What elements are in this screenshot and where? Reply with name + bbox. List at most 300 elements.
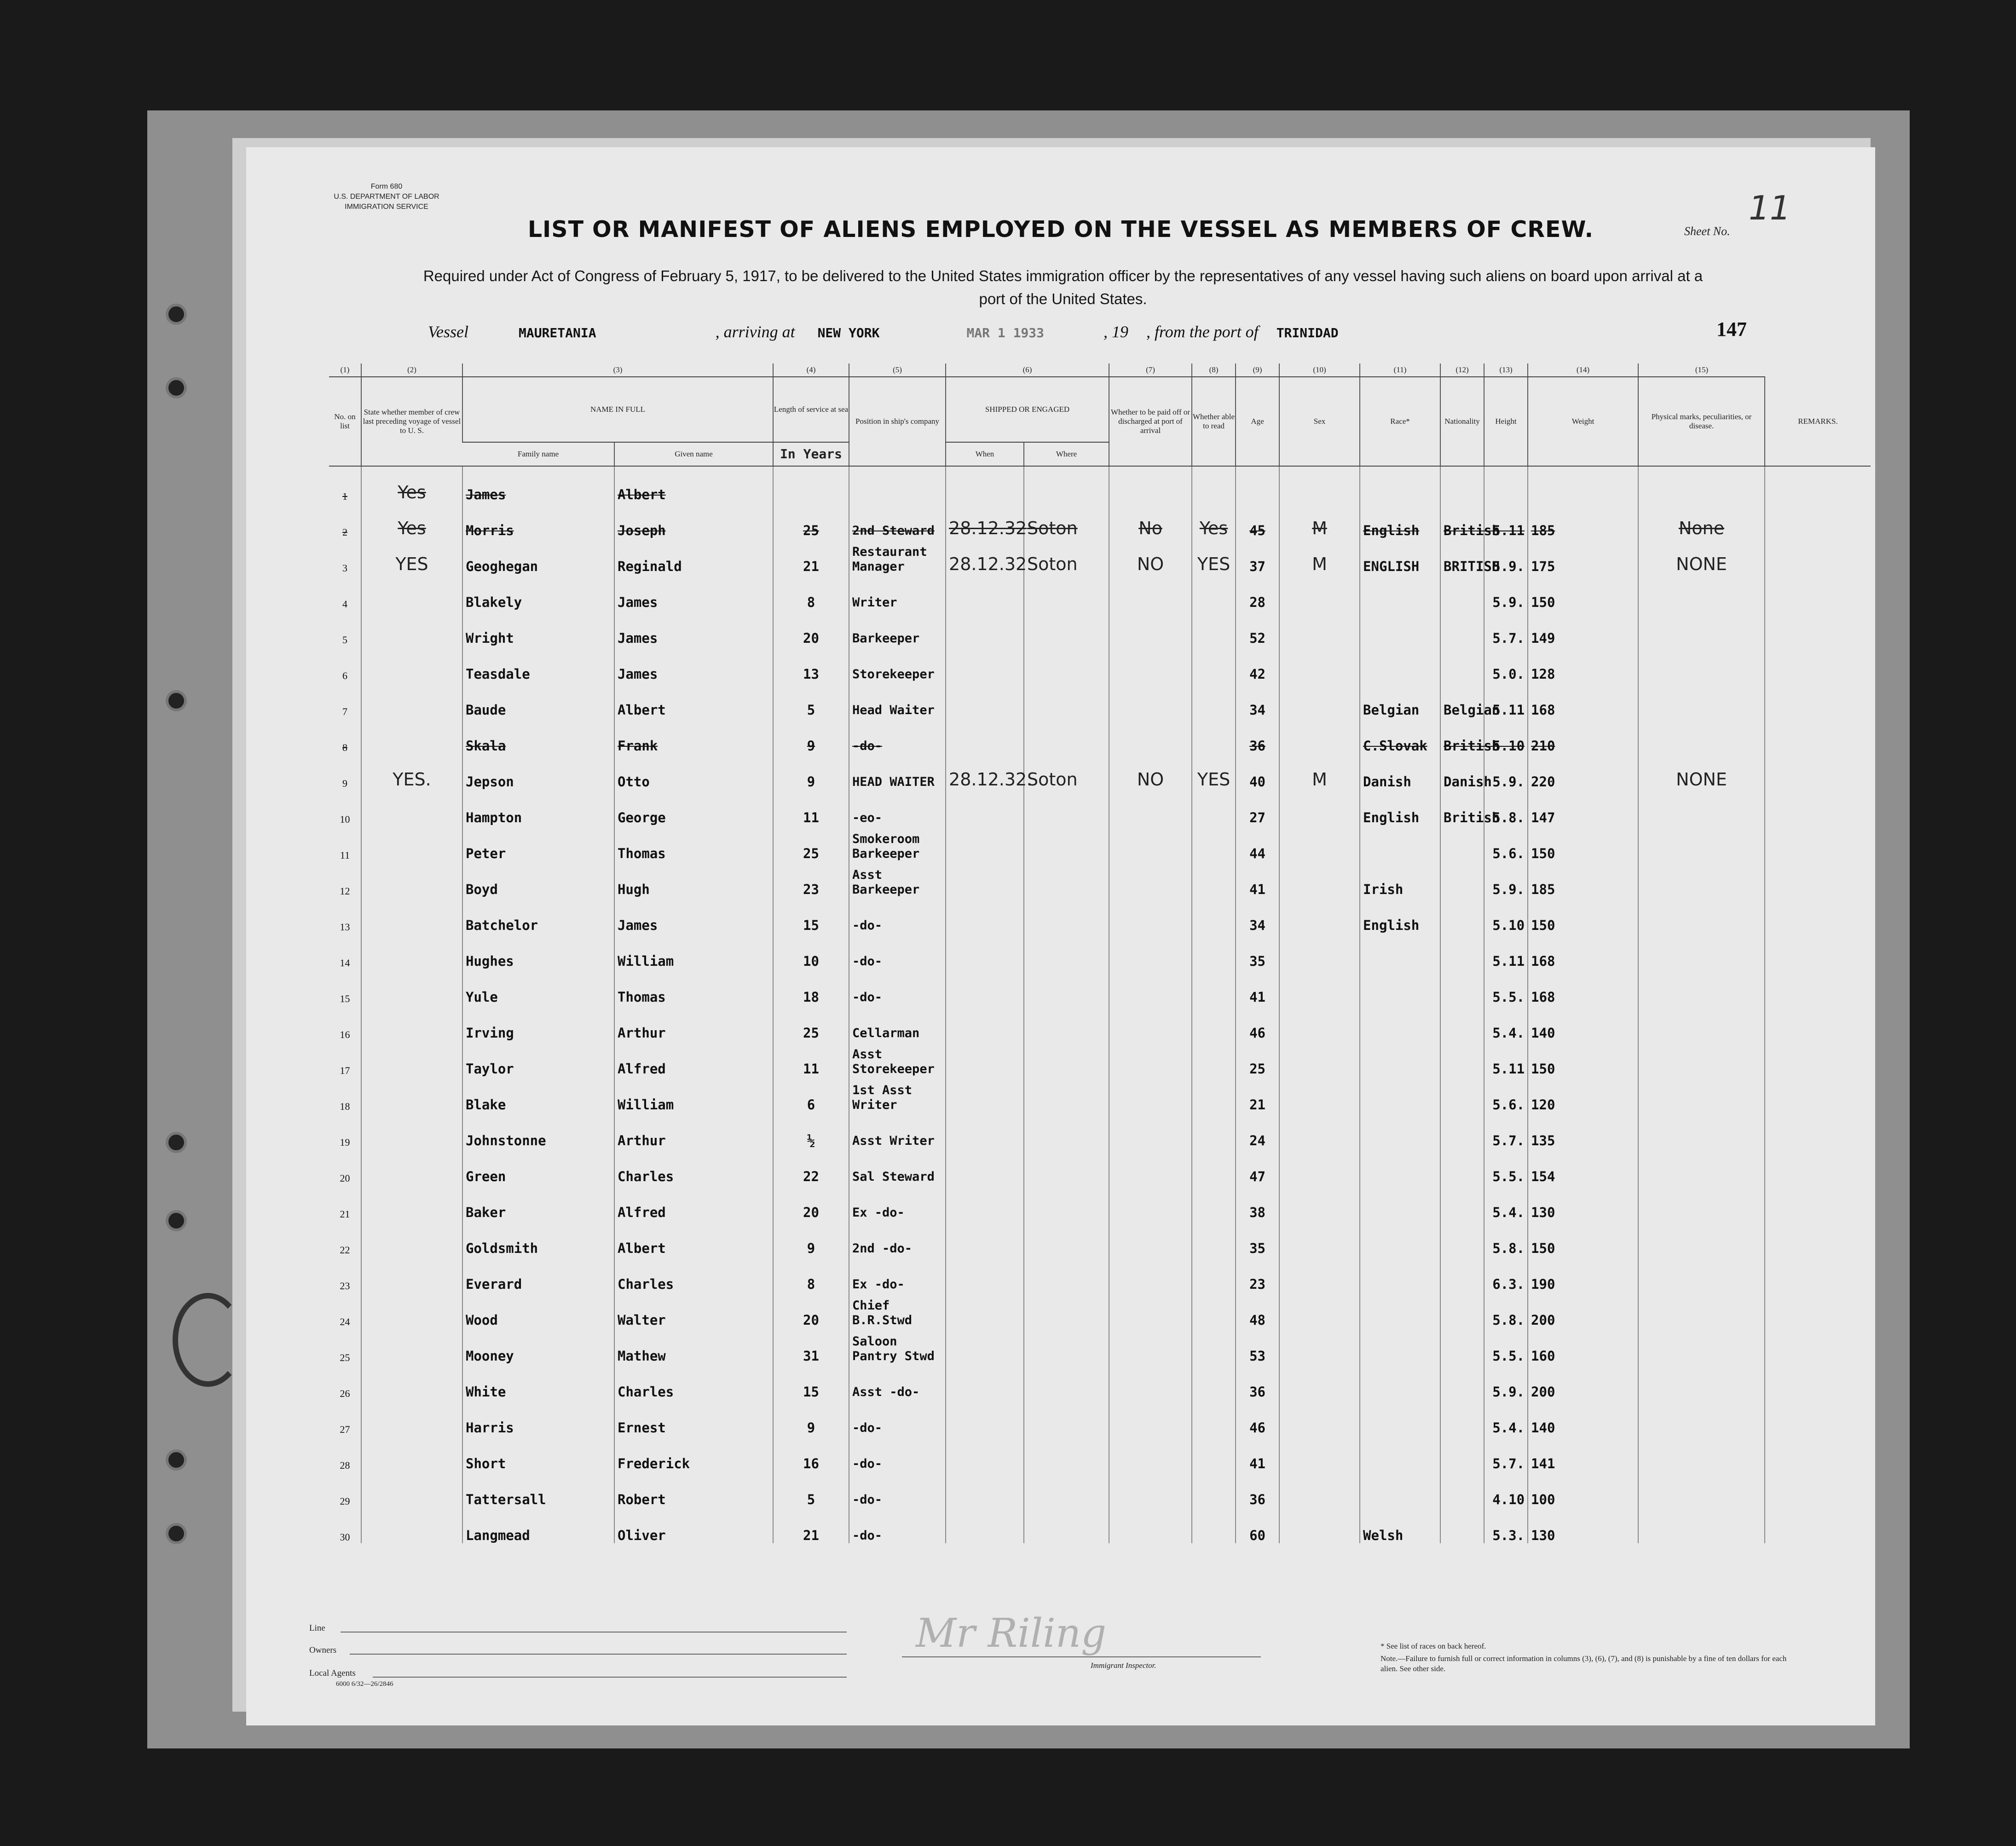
cell-height: 5.6. xyxy=(1484,825,1528,861)
table-row xyxy=(329,861,1871,897)
cell-years-of-service: 9 xyxy=(773,754,849,790)
cell-shipped-when xyxy=(946,1328,1024,1364)
cell-race xyxy=(1360,646,1440,682)
cell-given-name: Albert xyxy=(614,466,773,502)
cell-age: 23 xyxy=(1236,1256,1279,1292)
cell-row-number: 1 xyxy=(342,490,347,502)
cell-given-name: Otto xyxy=(614,754,773,790)
cell-position: Ex -do- xyxy=(849,1184,946,1220)
cell-able-to-read xyxy=(1192,1184,1236,1220)
cell-age: 46 xyxy=(1236,1400,1279,1436)
cell-sex xyxy=(1279,1292,1360,1328)
cell-shipped-where xyxy=(1024,1256,1109,1292)
cell-race xyxy=(1360,1471,1440,1507)
cell-shipped-when xyxy=(946,1041,1024,1077)
table-row xyxy=(329,502,1871,538)
cell-height: 5.9. xyxy=(1484,754,1528,790)
cell-height: 5.6. xyxy=(1484,1077,1528,1113)
cell-shipped-when xyxy=(946,790,1024,825)
cell-nationality xyxy=(1440,466,1484,502)
cell-previous-voyage: Yes xyxy=(361,466,462,502)
cell-shipped-when: 28.12.32. xyxy=(946,754,1024,790)
cell-paid-off xyxy=(1109,646,1192,682)
cell-height: 5.4. xyxy=(1484,1184,1528,1220)
cell-years-of-service: 15 xyxy=(773,1364,849,1400)
cell-weight: 128 xyxy=(1528,646,1638,682)
cell-family-name: Blake xyxy=(462,1077,614,1113)
table-row xyxy=(329,718,1871,754)
cell-previous-voyage xyxy=(361,790,462,825)
cell-physical-marks xyxy=(1638,1041,1765,1077)
cell-position: Restaurant Manager xyxy=(849,538,946,574)
cell-row-number: 26 xyxy=(340,1388,350,1399)
cell-family-name: Peter xyxy=(462,825,614,861)
cell-paid-off xyxy=(1109,825,1192,861)
cell-given-name: Thomas xyxy=(614,969,773,1005)
cell-position: -eo- xyxy=(849,790,946,825)
cell-position: Head Waiter xyxy=(849,682,946,718)
cell-given-name: George xyxy=(614,790,773,825)
col-num: (9) xyxy=(1236,363,1279,377)
cell-remarks xyxy=(1765,1005,1871,1041)
cell-family-name: Goldsmith xyxy=(462,1220,614,1256)
form-line: Form 680 xyxy=(370,183,403,190)
cell-years-of-service: 20 xyxy=(773,1292,849,1328)
col-num: (10) xyxy=(1279,363,1360,377)
cell-family-name: Tattersall xyxy=(462,1471,614,1507)
cell-row-number: 13 xyxy=(340,921,350,933)
cell-paid-off xyxy=(1109,1148,1192,1184)
cell-previous-voyage xyxy=(361,646,462,682)
cell-age: 37 xyxy=(1236,538,1279,574)
cell-height: 5.11 xyxy=(1484,502,1528,538)
cell-nationality xyxy=(1440,897,1484,933)
table-row xyxy=(329,1220,1871,1256)
cell-family-name: Morris xyxy=(462,502,614,538)
cell-previous-voyage xyxy=(361,1256,462,1292)
cell-race xyxy=(1360,1364,1440,1400)
cell-age: 52 xyxy=(1236,610,1279,646)
cell-race: ENGLISH xyxy=(1360,538,1440,574)
cell-race xyxy=(1360,1041,1440,1077)
cell-position: -do- xyxy=(849,718,946,754)
cell-shipped-when xyxy=(946,1400,1024,1436)
cell-paid-off xyxy=(1109,1113,1192,1148)
cell-sex xyxy=(1279,933,1360,969)
cell-given-name: Frederick xyxy=(614,1436,773,1471)
cell-years-of-service: 11 xyxy=(773,790,849,825)
table-row xyxy=(329,1005,1871,1041)
cell-previous-voyage xyxy=(361,969,462,1005)
sheet-number-label: Sheet No. xyxy=(1684,225,1730,238)
cell-shipped-where xyxy=(1024,1471,1109,1507)
cell-nationality: British xyxy=(1440,718,1484,754)
cell-shipped-when xyxy=(946,1077,1024,1113)
cell-shipped-where xyxy=(1024,610,1109,646)
cell-race xyxy=(1360,1256,1440,1292)
cell-shipped-when: 28.12.32 xyxy=(946,502,1024,538)
cell-position: Asst Storekeeper xyxy=(849,1041,946,1077)
cell-years-of-service: 8 xyxy=(773,1256,849,1292)
header-family-name: Family name xyxy=(462,442,614,466)
table-row xyxy=(329,646,1871,682)
punch-hole xyxy=(166,690,187,711)
cell-position: HEAD WAITER xyxy=(849,754,946,790)
inspector-signature: Mr Riling xyxy=(916,1610,1107,1656)
col-num: (7) xyxy=(1109,363,1192,377)
cell-able-to-read: YES xyxy=(1192,538,1236,574)
cell-nationality xyxy=(1440,1041,1484,1077)
cell-height: 5.3. xyxy=(1484,1507,1528,1543)
cell-weight: 150 xyxy=(1528,1220,1638,1256)
cell-height: 5.9. xyxy=(1484,538,1528,574)
cell-able-to-read xyxy=(1192,790,1236,825)
cell-family-name: Yule xyxy=(462,969,614,1005)
punch-hole xyxy=(166,1523,187,1544)
header-height: Height xyxy=(1484,377,1528,466)
col-num: (14) xyxy=(1528,363,1638,377)
col-num: (8) xyxy=(1192,363,1236,377)
cell-physical-marks xyxy=(1638,825,1765,861)
table-row xyxy=(329,790,1871,825)
cell-position: Smokeroom Barkeeper xyxy=(849,825,946,861)
table-row xyxy=(329,1364,1871,1400)
header-nationality: Nationality xyxy=(1440,377,1484,466)
cell-sex xyxy=(1279,610,1360,646)
cell-years-of-service: 13 xyxy=(773,646,849,682)
cell-physical-marks xyxy=(1638,1328,1765,1364)
cell-paid-off xyxy=(1109,1184,1192,1220)
header-in-years: In Years xyxy=(773,442,849,466)
arriving-port: NEW YORK xyxy=(817,325,880,340)
cell-shipped-when xyxy=(946,897,1024,933)
cell-race xyxy=(1360,825,1440,861)
cell-row-number: 11 xyxy=(340,849,350,861)
cell-previous-voyage xyxy=(361,1148,462,1184)
cell-weight: 210 xyxy=(1528,718,1638,754)
cell-family-name: James xyxy=(462,466,614,502)
cell-age: 21 xyxy=(1236,1077,1279,1113)
cell-years-of-service: 9 xyxy=(773,1400,849,1436)
cell-row-number: 20 xyxy=(340,1172,350,1184)
header-state-whether: State whether member of crew last preceding voyage of vessel to U. S. xyxy=(361,377,462,466)
cell-row-number: 29 xyxy=(340,1495,350,1507)
cell-previous-voyage xyxy=(361,1005,462,1041)
cell-able-to-read xyxy=(1192,1113,1236,1148)
cell-race: English xyxy=(1360,790,1440,825)
cell-height: 4.10 xyxy=(1484,1471,1528,1507)
cell-shipped-where xyxy=(1024,1077,1109,1113)
header-length-of-service: Length of service at sea xyxy=(773,377,849,442)
cell-shipped-when xyxy=(946,933,1024,969)
cell-given-name: Thomas xyxy=(614,825,773,861)
header-when: When xyxy=(946,442,1024,466)
cell-shipped-when xyxy=(946,1292,1024,1328)
cell-able-to-read xyxy=(1192,466,1236,502)
cell-physical-marks xyxy=(1638,1400,1765,1436)
table-row xyxy=(329,1041,1871,1077)
cell-years-of-service: 6 xyxy=(773,1077,849,1113)
cell-physical-marks xyxy=(1638,1077,1765,1113)
cell-remarks xyxy=(1765,1292,1871,1328)
cell-years-of-service: 5 xyxy=(773,1471,849,1507)
cell-given-name: James xyxy=(614,897,773,933)
cell-remarks xyxy=(1765,1113,1871,1148)
cell-position: Storekeeper xyxy=(849,646,946,682)
cell-row-number: 9 xyxy=(342,778,347,789)
date-stamp: MAR 1 1933 xyxy=(966,325,1045,340)
cell-row-number: 12 xyxy=(340,885,350,897)
cell-remarks xyxy=(1765,1184,1871,1220)
header-physical-marks: Physical marks, peculiarities, or disease. xyxy=(1638,377,1765,466)
cell-weight: 147 xyxy=(1528,790,1638,825)
cell-family-name: White xyxy=(462,1364,614,1400)
cell-weight: 120 xyxy=(1528,1077,1638,1113)
cell-physical-marks xyxy=(1638,682,1765,718)
cell-remarks xyxy=(1765,754,1871,790)
cell-physical-marks xyxy=(1638,1364,1765,1400)
col-num: (5) xyxy=(849,363,946,377)
cell-family-name: Skala xyxy=(462,718,614,754)
cell-able-to-read xyxy=(1192,1471,1236,1507)
table-row xyxy=(329,1113,1871,1148)
vessel-name: MAURETANIA xyxy=(518,325,596,340)
cell-years-of-service: 21 xyxy=(773,1507,849,1543)
cell-remarks xyxy=(1765,1041,1871,1077)
cell-shipped-when xyxy=(946,646,1024,682)
cell-given-name: James xyxy=(614,646,773,682)
cell-shipped-when xyxy=(946,1184,1024,1220)
cell-remarks xyxy=(1765,1471,1871,1507)
cell-previous-voyage xyxy=(361,574,462,610)
cell-previous-voyage xyxy=(361,1436,462,1471)
cell-remarks xyxy=(1765,825,1871,861)
cell-physical-marks xyxy=(1638,790,1765,825)
year-label: , 19 xyxy=(1103,323,1129,341)
cell-nationality xyxy=(1440,1292,1484,1328)
cell-height: 5.4. xyxy=(1484,1400,1528,1436)
cell-height: 5.0. xyxy=(1484,646,1528,682)
cell-nationality: Belgian xyxy=(1440,682,1484,718)
footer-owners-label: Owners xyxy=(309,1645,337,1655)
cell-age: 24 xyxy=(1236,1113,1279,1148)
punch-hole xyxy=(166,1132,187,1153)
cell-able-to-read: Yes xyxy=(1192,502,1236,538)
cell-sex xyxy=(1279,1148,1360,1184)
cell-age: 36 xyxy=(1236,718,1279,754)
cell-age: 38 xyxy=(1236,1184,1279,1220)
cell-shipped-where xyxy=(1024,1005,1109,1041)
cell-sex xyxy=(1279,1328,1360,1364)
cell-shipped-when xyxy=(946,861,1024,897)
cell-height: 5.5. xyxy=(1484,969,1528,1005)
cell-able-to-read xyxy=(1192,1256,1236,1292)
cell-nationality xyxy=(1440,1364,1484,1400)
cell-shipped-where xyxy=(1024,825,1109,861)
page-title: LIST OR MANIFEST OF ALIENS EMPLOYED ON THE VESSEL AS MEMBERS OF CREW. xyxy=(527,216,1594,242)
cell-shipped-when xyxy=(946,1436,1024,1471)
header-remarks: REMARKS. xyxy=(1765,377,1871,466)
cell-row-number: 5 xyxy=(342,634,347,646)
races-note: * See list of races on back hereof. xyxy=(1381,1642,1486,1650)
cell-age: 41 xyxy=(1236,1436,1279,1471)
cell-row-number: 10 xyxy=(340,813,350,825)
cell-able-to-read xyxy=(1192,1364,1236,1400)
cell-remarks xyxy=(1765,682,1871,718)
cell-nationality: British xyxy=(1440,502,1484,538)
cell-weight: 200 xyxy=(1528,1364,1638,1400)
col-num: (6) xyxy=(946,363,1109,377)
cell-sex xyxy=(1279,466,1360,502)
punch-hole xyxy=(166,1449,187,1471)
table-row xyxy=(329,1292,1871,1328)
cell-row-number: 16 xyxy=(340,1029,350,1040)
cell-weight: 200 xyxy=(1528,1292,1638,1328)
cell-shipped-where xyxy=(1024,1113,1109,1148)
cell-height: 5.7. xyxy=(1484,610,1528,646)
cell-race xyxy=(1360,1328,1440,1364)
cell-weight: 154 xyxy=(1528,1148,1638,1184)
cell-height: 5.10 xyxy=(1484,718,1528,754)
cell-weight: 150 xyxy=(1528,897,1638,933)
cell-row-number: 23 xyxy=(340,1280,350,1292)
cell-weight: 130 xyxy=(1528,1184,1638,1220)
cell-nationality xyxy=(1440,1507,1484,1543)
cell-remarks xyxy=(1765,502,1871,538)
cell-paid-off xyxy=(1109,969,1192,1005)
cell-previous-voyage xyxy=(361,1113,462,1148)
cell-previous-voyage xyxy=(361,1041,462,1077)
vessel-line xyxy=(428,322,1339,341)
table-row xyxy=(329,897,1871,933)
cell-weight: 149 xyxy=(1528,610,1638,646)
cell-weight: 168 xyxy=(1528,933,1638,969)
cell-given-name: Charles xyxy=(614,1256,773,1292)
form-line: IMMIGRATION SERVICE xyxy=(345,203,428,211)
cell-remarks xyxy=(1765,646,1871,682)
cell-remarks xyxy=(1765,790,1871,825)
cell-paid-off xyxy=(1109,1256,1192,1292)
cell-height: 5.9. xyxy=(1484,574,1528,610)
cell-previous-voyage xyxy=(361,861,462,897)
cell-given-name: William xyxy=(614,1077,773,1113)
cell-paid-off xyxy=(1109,897,1192,933)
cell-age: 41 xyxy=(1236,969,1279,1005)
cell-nationality xyxy=(1440,1148,1484,1184)
cell-paid-off xyxy=(1109,718,1192,754)
cell-row-number: 30 xyxy=(340,1531,350,1543)
cell-family-name: Batchelor xyxy=(462,897,614,933)
cell-given-name: Albert xyxy=(614,1220,773,1256)
cell-previous-voyage xyxy=(361,610,462,646)
cell-weight: 100 xyxy=(1528,1471,1638,1507)
cell-sex xyxy=(1279,682,1360,718)
cell-given-name: Hugh xyxy=(614,861,773,897)
header-weight: Weight xyxy=(1528,377,1638,466)
cell-family-name: Hampton xyxy=(462,790,614,825)
cell-paid-off xyxy=(1109,1041,1192,1077)
cell-sex xyxy=(1279,646,1360,682)
page-number: 147 xyxy=(1716,318,1747,340)
cell-sex xyxy=(1279,1005,1360,1041)
cell-sex xyxy=(1279,969,1360,1005)
cell-remarks xyxy=(1765,1436,1871,1471)
cell-previous-voyage xyxy=(361,1184,462,1220)
footer-print-code: 6000 6/32—26/2846 xyxy=(336,1680,393,1688)
cell-shipped-where xyxy=(1024,1184,1109,1220)
table-row xyxy=(329,969,1871,1005)
cell-remarks xyxy=(1765,466,1871,502)
cell-height: 5.5. xyxy=(1484,1148,1528,1184)
cell-row-number: 24 xyxy=(340,1316,350,1327)
cell-years-of-service: 16 xyxy=(773,1436,849,1471)
header-position: Position in ship's company xyxy=(849,377,946,466)
cell-years-of-service: 21 xyxy=(773,538,849,574)
cell-age: 34 xyxy=(1236,682,1279,718)
cell-height: 5.8. xyxy=(1484,1292,1528,1328)
cell-physical-marks: NONE xyxy=(1638,754,1765,790)
header-given-name: Given name xyxy=(614,442,773,466)
cell-sex xyxy=(1279,718,1360,754)
cell-physical-marks xyxy=(1638,1184,1765,1220)
cell-previous-voyage xyxy=(361,682,462,718)
cell-position: Sal Steward xyxy=(849,1148,946,1184)
cell-position: -do- xyxy=(849,897,946,933)
cell-shipped-where xyxy=(1024,466,1109,502)
cell-physical-marks xyxy=(1638,1148,1765,1184)
header-where: Where xyxy=(1024,442,1109,466)
cell-paid-off xyxy=(1109,682,1192,718)
cell-shipped-when xyxy=(946,574,1024,610)
cell-race xyxy=(1360,1184,1440,1220)
cell-able-to-read xyxy=(1192,574,1236,610)
col-num: (3) xyxy=(462,363,773,377)
cell-position: Asst Barkeeper xyxy=(849,861,946,897)
cell-years-of-service: 20 xyxy=(773,1184,849,1220)
cell-row-number: 8 xyxy=(342,742,347,753)
cell-remarks xyxy=(1765,1507,1871,1543)
cell-family-name: Irving xyxy=(462,1005,614,1041)
cell-family-name: Baker xyxy=(462,1184,614,1220)
cell-family-name: Green xyxy=(462,1148,614,1184)
cell-shipped-where xyxy=(1024,1400,1109,1436)
cell-race xyxy=(1360,933,1440,969)
cell-physical-marks xyxy=(1638,897,1765,933)
cell-race xyxy=(1360,1077,1440,1113)
cell-shipped-where xyxy=(1024,861,1109,897)
footer-agents-label: Local Agents xyxy=(309,1668,356,1678)
cell-shipped-when xyxy=(946,466,1024,502)
cell-nationality xyxy=(1440,1113,1484,1148)
signature-rule xyxy=(902,1656,1261,1657)
cell-row-number: 6 xyxy=(342,670,347,681)
table-row xyxy=(329,1148,1871,1184)
cell-race xyxy=(1360,1292,1440,1328)
cell-position: Cellarman xyxy=(849,1005,946,1041)
cell-paid-off xyxy=(1109,1077,1192,1113)
cell-paid-off xyxy=(1109,574,1192,610)
cell-position: 2nd Steward xyxy=(849,502,946,538)
footer-owners-rule xyxy=(350,1654,847,1655)
cell-height: 5.4. xyxy=(1484,1005,1528,1041)
cell-weight: 168 xyxy=(1528,682,1638,718)
cell-shipped-where xyxy=(1024,682,1109,718)
table-row xyxy=(329,1328,1871,1364)
cell-weight: 150 xyxy=(1528,574,1638,610)
cell-shipped-where xyxy=(1024,574,1109,610)
cell-given-name: Alfred xyxy=(614,1041,773,1077)
cell-sex xyxy=(1279,1113,1360,1148)
